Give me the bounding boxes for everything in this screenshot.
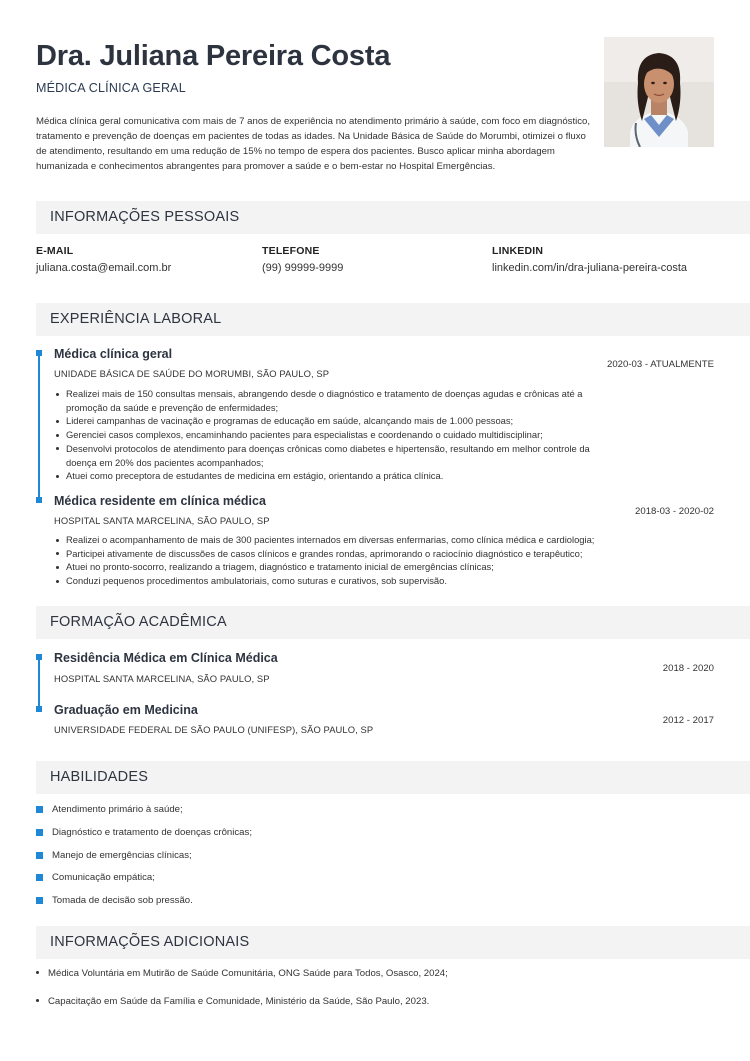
skill-label: Diagnóstico e tratamento de doenças crônicas; bbox=[52, 827, 252, 838]
square-bullet-icon bbox=[36, 852, 43, 859]
skill-label: Manejo de emergências clínicas; bbox=[52, 850, 192, 861]
bullet-icon bbox=[36, 971, 39, 974]
list-item: Realizei mais de 150 consultas mensais, abrangendo desde o diagnóstico e tratamento de doenças agudas e crônicas até a promoção da saúde e prevenção de enfermidades; bbox=[54, 387, 614, 414]
skill-item bbox=[36, 804, 183, 815]
email-value[interactable]: juliana.costa@email.com.br bbox=[36, 262, 172, 274]
list-item: Desenvolvi protocolos de atendimento para doenças crônicas como diabetes e hipertensão, resultando em melhor controle da doença em 20% dos pacientes acompanhados; bbox=[54, 442, 614, 469]
section-title: EXPERIÊNCIA LABORAL bbox=[50, 311, 222, 327]
section-title: HABILIDADES bbox=[50, 769, 149, 785]
square-bullet-icon bbox=[36, 897, 43, 904]
list-item: Realizei o acompanhamento de mais de 300 pacientes internados em diversas enfermarias, como clínica médica e cardiologia; bbox=[54, 533, 654, 547]
list-item: Gerenciei casos complexos, encaminhando pacientes para especialistas e coordenando o cuidado multidisciplinar; bbox=[54, 428, 614, 442]
timeline-marker bbox=[36, 654, 42, 660]
section-title: FORMAÇÃO ACADÊMICA bbox=[50, 614, 227, 630]
timeline-marker bbox=[36, 706, 42, 712]
timeline-line bbox=[38, 655, 40, 707]
timeline-marker bbox=[36, 350, 42, 356]
section-additional-info bbox=[36, 926, 750, 959]
timeline-line bbox=[38, 351, 40, 501]
list-item: Conduzi pequenos procedimentos ambulatoriais, como suturas e curativos, sob supervisão. bbox=[54, 574, 654, 588]
education-title: Residência Médica em Clínica Médica bbox=[54, 651, 278, 665]
timeline-marker bbox=[36, 497, 42, 503]
list-item bbox=[36, 996, 429, 1007]
education-org: HOSPITAL SANTA MARCELINA, SÃO PAULO, SP bbox=[54, 673, 270, 684]
skill-label: Tomada de decisão sob pressão. bbox=[52, 895, 193, 906]
experience-bullets bbox=[54, 387, 614, 483]
contact-phone bbox=[262, 245, 343, 274]
list-item: Atuei como preceptora de estudantes de medicina em estágio, orientando a prática clínica. bbox=[54, 469, 614, 483]
profile-photo bbox=[604, 37, 714, 147]
skill-item bbox=[36, 850, 192, 861]
section-title: INFORMAÇÕES PESSOAIS bbox=[50, 209, 240, 225]
phone-value[interactable]: (99) 99999-9999 bbox=[262, 262, 344, 274]
resume-header bbox=[36, 40, 596, 95]
linkedin-label: LINKEDIN bbox=[492, 245, 544, 257]
skill-item bbox=[36, 895, 193, 906]
experience-org: HOSPITAL SANTA MARCELINA, SÃO PAULO, SP bbox=[54, 515, 270, 526]
list-item: Liderei campanhas de vacinação e programas de educação em saúde, alcançando mais de 1.000 pessoas; bbox=[54, 414, 614, 428]
linkedin-value[interactable]: linkedin.com/in/dra-juliana-pereira-costa bbox=[492, 262, 688, 274]
experience-org: UNIDADE BÁSICA DE SAÚDE DO MORUMBI, SÃO PAULO, SP bbox=[54, 368, 330, 379]
experience-title: Médica residente em clínica médica bbox=[54, 494, 266, 508]
education-title: Graduação em Medicina bbox=[54, 703, 198, 717]
experience-bullets bbox=[54, 533, 654, 588]
experience-title: Médica clínica geral bbox=[54, 347, 173, 361]
education-org: UNIVERSIDADE FEDERAL DE SÃO PAULO (UNIFESP), SÃO PAULO, SP bbox=[54, 724, 374, 735]
list-item bbox=[36, 968, 448, 979]
section-education bbox=[36, 606, 750, 639]
job-role: MÉDICA CLÍNICA GERAL bbox=[36, 81, 186, 95]
square-bullet-icon bbox=[36, 829, 43, 836]
doctor-portrait-image bbox=[604, 37, 714, 147]
profile-summary: Médica clínica geral comunicativa com mais de 7 anos de experiência no atendimento primário à saúde, com foco em diagnóstico, tratamento e prevenção de doenças em pacientes de todas as idades. Na Unidade Básica de Saúde do Morumbi, otimizei o fluxo de atendimento, resultando em uma redução de 15% no tempo de espera dos pacientes. Busco aplicar minha abordagem humanizada e conhecimentos abrangentes para promover a saúde e o bem-estar no Hospital Emergências. bbox=[36, 116, 591, 172]
skill-label: Comunicação empática; bbox=[52, 872, 155, 883]
person-name: Dra. Juliana Pereira Costa bbox=[36, 40, 391, 72]
skill-item bbox=[36, 827, 252, 838]
skill-item bbox=[36, 872, 155, 883]
education-date: 2012 - 2017 bbox=[662, 715, 714, 726]
experience-date: 2018-03 - 2020-02 bbox=[635, 506, 714, 517]
contact-email bbox=[36, 245, 171, 274]
section-skills bbox=[36, 761, 750, 794]
list-item: Participei ativamente de discussões de casos clínicos e grandes rondas, aprimorando o raciocínio diagnóstico e terapêutico; bbox=[54, 547, 654, 561]
education-date: 2018 - 2020 bbox=[662, 663, 714, 674]
section-title: INFORMAÇÕES ADICIONAIS bbox=[50, 934, 250, 950]
square-bullet-icon bbox=[36, 874, 43, 881]
square-bullet-icon bbox=[36, 806, 43, 813]
additional-text: Médica Voluntária em Mutirão de Saúde Comunitária, ONG Saúde para Todos, Osasco, 2024; bbox=[48, 968, 448, 979]
additional-text: Capacitação em Saúde da Família e Comunidade, Ministério da Saúde, São Paulo, 2023. bbox=[48, 996, 430, 1007]
bullet-icon bbox=[36, 999, 39, 1002]
section-experience bbox=[36, 303, 750, 336]
contact-linkedin bbox=[492, 245, 687, 274]
list-item: Atuei no pronto-socorro, realizando a triagem, diagnóstico e tratamento inicial de emergências clínicas; bbox=[54, 560, 654, 574]
skill-label: Atendimento primário à saúde; bbox=[52, 804, 183, 815]
email-label: E-MAIL bbox=[36, 245, 74, 257]
experience-date: 2020-03 - ATUALMENTE bbox=[607, 359, 714, 370]
phone-label: TELEFONE bbox=[262, 245, 320, 257]
section-personal-info bbox=[36, 201, 750, 234]
